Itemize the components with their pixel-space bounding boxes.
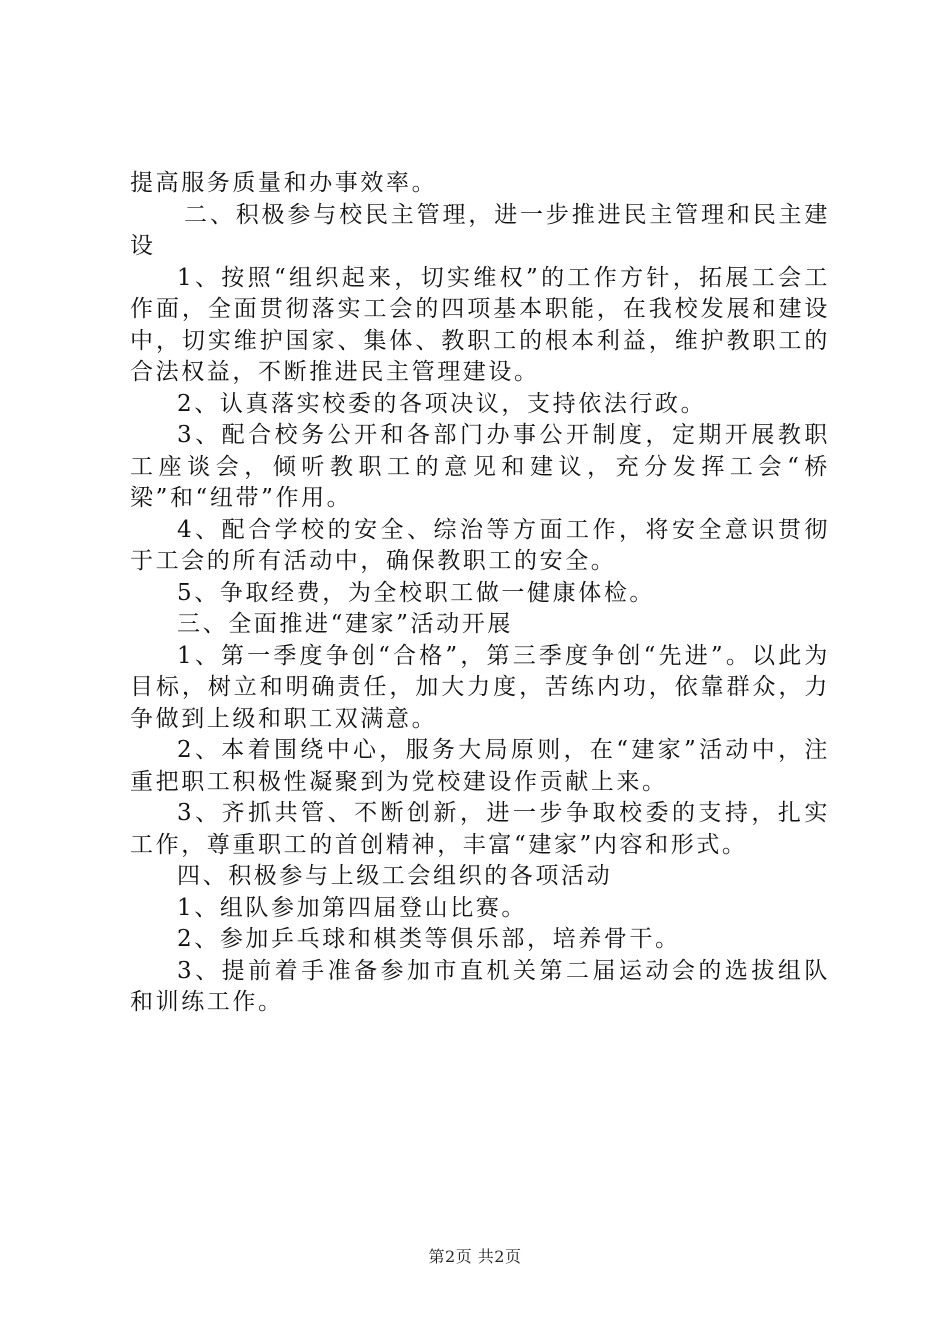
- body-paragraph: 3、配合校务公开和各部门办事公开制度，定期开展教职工座谈会，倾听教职工的意见和建议，充分发挥工会“桥梁”和“纽带”作用。: [130, 422, 830, 511]
- body-paragraph: 3、齐抓共管、不断创新，进一步争取校委的支持，扎实工作，尊重职工的首创精神，丰富“建家”内容和形式。: [130, 800, 830, 858]
- body-paragraph: 提高服务质量和办事效率。: [130, 170, 438, 196]
- section-heading: 四、积极参与上级工会组织的各项活动: [177, 863, 613, 889]
- body-paragraph: 1、组队参加第四届登山比赛。: [177, 894, 528, 921]
- body-paragraph: 1、按照“组织起来，切实维权”的工作方针，拓展工会工作面，全面贯彻落实工会的四项基本职能，在我校发展和建设中，切实维护国家、集体、教职工的根本利益，维护教职工的合法权益，不断推进民主管理建设。: [130, 264, 830, 385]
- body-paragraph: 2、参加乒乓球和棋类等俱乐部，培养骨干。: [177, 926, 681, 952]
- body-paragraph: 1、第一季度争创“合格”，第三季度争创“先进”。以此为目标，树立和明确责任，加大力度，苦练内功，依靠群众，力争做到上级和职工双满意。: [130, 642, 830, 732]
- body-paragraph: 2、认真落实校委的各项决议，支持依法行政。: [177, 390, 707, 417]
- section-heading: 二、积极参与校民主管理，进一步推进民主管理和民主建设: [130, 201, 830, 259]
- page-number-footer: 第2页 共2页: [428, 1247, 522, 1266]
- section-heading: 三、全面推进“建家”活动开展: [177, 611, 513, 637]
- body-paragraph: 3、提前着手准备参加市直机关第二届运动会的选拔组队和训练工作。: [130, 957, 830, 1015]
- document-body: [130, 168, 830, 1019]
- body-paragraph: 5、争取经费，为全校职工做一健康体检。: [177, 579, 656, 606]
- body-paragraph: 2、本着围绕中心，服务大局原则，在“建家”活动中，注重把职工积极性凝聚到为党校建设作贡献上来。: [130, 737, 830, 795]
- body-paragraph: 4、配合学校的安全、综治等方面工作，将安全意识贯彻于工会的所有活动中，确保教职工的安全。: [130, 516, 830, 574]
